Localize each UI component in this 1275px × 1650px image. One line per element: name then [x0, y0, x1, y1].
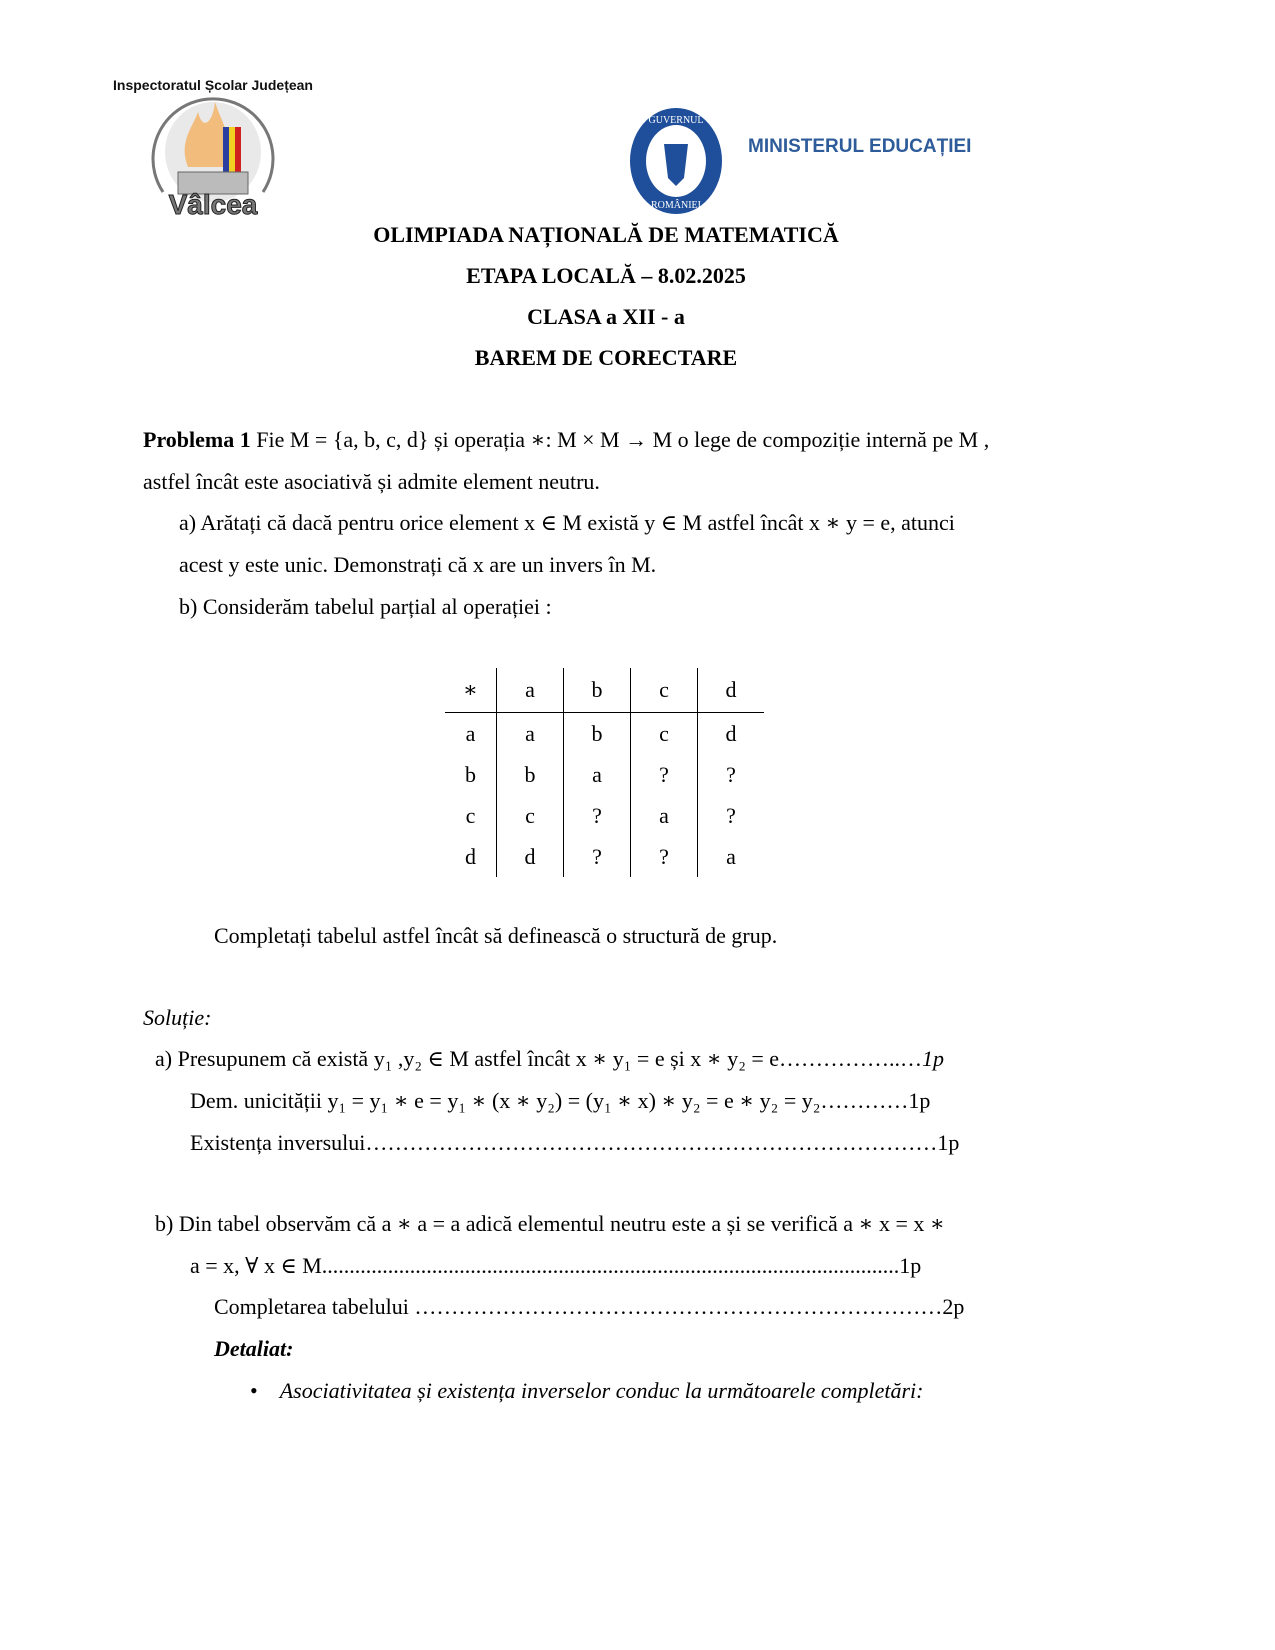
- table-cell: ?: [564, 795, 631, 836]
- bullet-text: Asociativitatea și existența inverselor conduc la următoarele completări:: [279, 1378, 924, 1403]
- government-seal: [628, 106, 724, 216]
- table-cell: b: [497, 754, 564, 795]
- title-stage: ETAPA LOCALĂ – 8.02.2025: [466, 263, 746, 288]
- part-b-line1: b) Considerăm tabelul parțial al operației :: [179, 594, 552, 619]
- inspectorate-logo: [113, 72, 313, 220]
- table-cell: ?: [631, 836, 698, 877]
- svg-text:ROMÂNIEI: ROMÂNIEI: [651, 200, 701, 211]
- table-cell: a: [497, 713, 564, 755]
- points: 1p: [922, 1046, 945, 1071]
- table-cell: ∗: [445, 668, 497, 713]
- part-a-line1: a) Arătați că dacă pentru orice element x ∈ M există y ∈ M astfel încât x ∗ y = e, atunci: [179, 510, 955, 535]
- title-olympiad: OLIMPIADA NAȚIONALĂ DE MATEMATICĂ: [373, 222, 839, 247]
- task-text: Completați tabelul astfel încât să definească o structură de grup.: [214, 923, 778, 948]
- table-cell: d: [698, 668, 765, 713]
- table-row: [445, 754, 764, 795]
- problem-text: Fie M = {a, b, c, d} și operația ∗: M × M → M o lege de compoziție internă pe M ,: [250, 427, 990, 452]
- table-cell: d: [465, 843, 476, 869]
- table-row: [445, 795, 764, 836]
- table-cell: b: [465, 761, 476, 787]
- table-cell: ?: [631, 754, 698, 795]
- problem-label: Problema 1: [143, 427, 251, 452]
- bullet-item: [250, 1378, 923, 1404]
- svg-text:GUVERNUL: GUVERNUL: [648, 115, 704, 126]
- table-cell: a: [698, 836, 765, 877]
- bullet-icon: •: [250, 1378, 258, 1403]
- solution-a-line1: [155, 1046, 944, 1072]
- table-cell: c: [631, 713, 698, 755]
- title-class: CLASA a XII - a: [527, 304, 685, 329]
- problem-statement-line1: [143, 427, 989, 453]
- ministry-name: MINISTERUL EDUCAȚIEI: [748, 136, 972, 157]
- table-cell: a: [465, 720, 476, 746]
- svg-text:Vâlcea: Vâlcea: [168, 189, 258, 220]
- table-cell: d: [698, 713, 765, 755]
- part-a-line2: acest y este unic. Demonstrați că x are un invers în M.: [179, 552, 657, 577]
- table-cell: ?: [564, 836, 631, 877]
- svg-text:Inspectoratul Școlar Județean: Inspectoratul Școlar Județean: [113, 77, 313, 93]
- solution-a-line2: Dem. unicității y₁ = y₁ ∗ e = y₁ ∗ (x ∗ y₂) = (y₁ ∗ x) ∗ y₂ = e ∗ y₂ = y₂…………1p: [190, 1088, 931, 1113]
- table-cell: c: [497, 795, 564, 836]
- solution-a-text: a) Presupunem că există y₁ ,y₂ ∈ M astfel încât x ∗ y₁ = e și x ∗ y₂ = e……………..…: [155, 1046, 923, 1071]
- solution-heading: Soluție:: [143, 1005, 212, 1030]
- table-cell: ?: [698, 795, 765, 836]
- solution-a-line3: Existența inversului……………………………………………………………………1p: [190, 1130, 960, 1155]
- table-cell: c: [465, 802, 476, 828]
- solution-b-line1: b) Din tabel observăm că a ∗ a = a adică elementul neutru este a și se verifică a ∗ x = x ∗: [155, 1211, 945, 1236]
- table-cell: a: [631, 795, 698, 836]
- table-cell: b: [564, 668, 631, 713]
- problem-statement-line2: astfel încât este asociativă și admite element neutru.: [143, 469, 600, 494]
- table-header-row: [445, 668, 764, 713]
- table-cell: d: [497, 836, 564, 877]
- table-cell: b: [564, 713, 631, 755]
- table-cell: a: [564, 754, 631, 795]
- solution-b-line3: Completarea tabelului ………………………………………………………………2p: [214, 1294, 965, 1319]
- operation-table: [445, 668, 764, 877]
- title-barem: BAREM DE CORECTARE: [474, 345, 738, 370]
- table-cell: ?: [698, 754, 765, 795]
- table-cell: a: [497, 668, 564, 713]
- detail-label: Detaliat:: [214, 1336, 294, 1361]
- table-cell: c: [631, 668, 698, 713]
- table-row: [445, 836, 764, 877]
- table-row: [445, 713, 764, 755]
- solution-b-line2: a = x, ∀ x ∈ M.........................................................................................................1p: [190, 1253, 922, 1278]
